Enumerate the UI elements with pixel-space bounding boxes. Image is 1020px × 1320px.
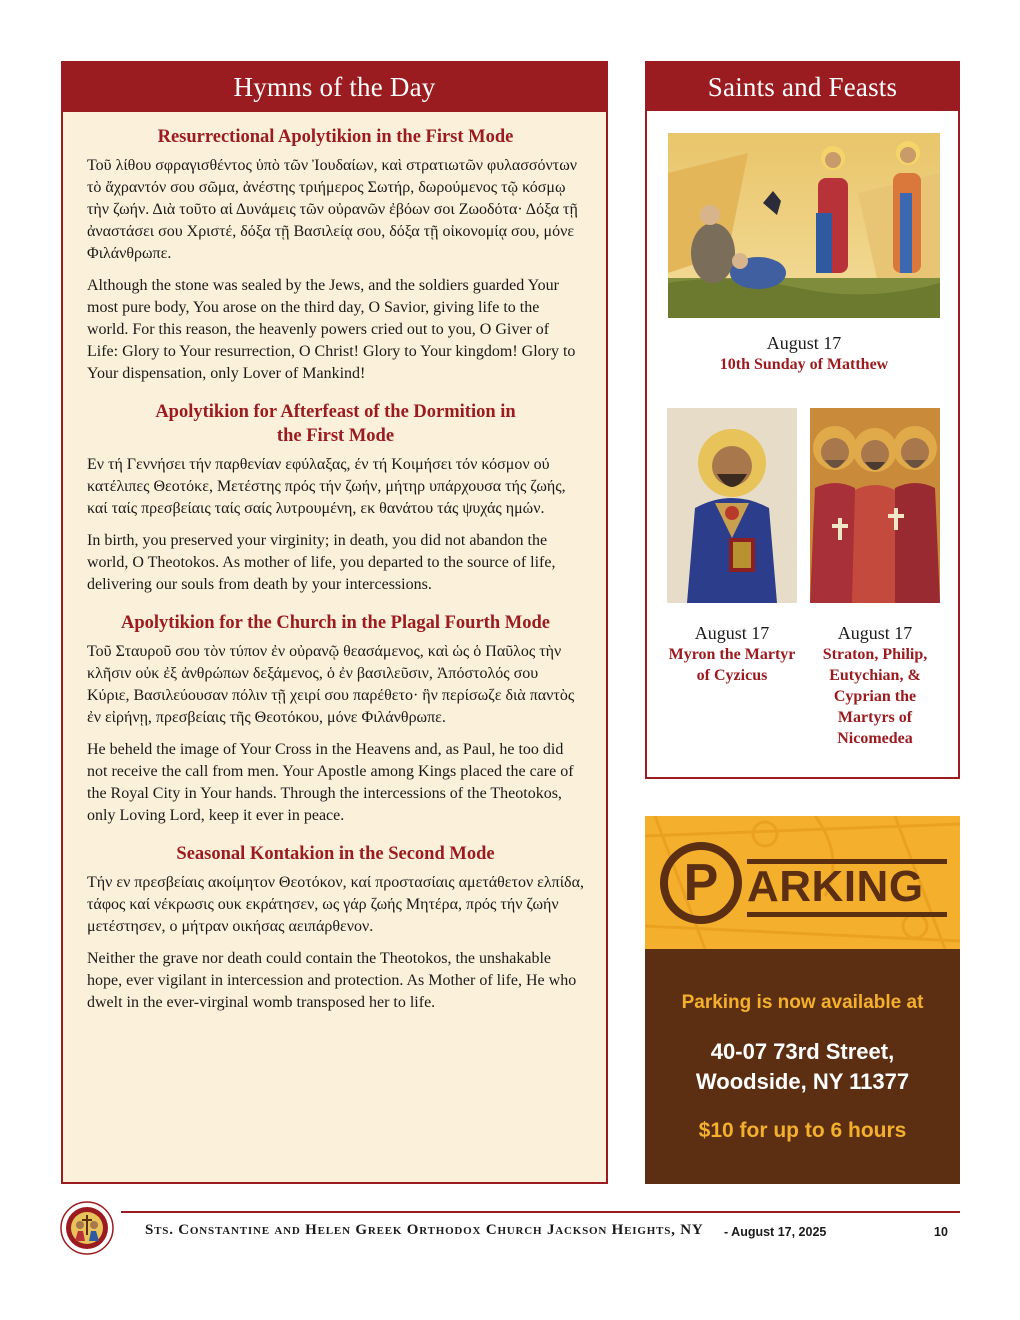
hymn-greek-text: Εν τή Γεννήσει τήν παρθενίαν εφύλαξας, έν τή Κοιμήσει τόν κόσμον ού κατέλιπες Θεοτόκε, Μετέστης πρός τήν ζωήν, μήτηρ υπάρχουσα τής ζωής, καί ταίς πρεσβείαις ταίς σαίς λυτρουμένη, εκ θανάτου τάς ψυχάς ημών. [87,456,566,517]
feast-date: August 17 [837,623,913,643]
parking-p-icon [660,842,742,924]
parking-address-line2: Woodside, NY 11377 [695,1069,910,1094]
parking-word: ARKING [747,862,924,911]
footer-church-name: Sts. Constantine and Helen Greek Orthodox Church Jackson Heights, NY [145,1222,704,1238]
saints-panel [645,61,960,779]
hymn-english-text: He beheld the image of Your Cross in the Heavens and, as Paul, he too did not receive the call from men. Your Apostle among Kings placed the care of the Royal City in Your hands. Through the intercessions of the Theotokos, only Loving Lord, keep it ever in peace. [87,741,574,824]
parking-availability: Parking is now available at [681,992,924,1013]
hymn-section [87,400,584,596]
hymn-title: Apolytikion for Afterfeast of the Dormition in the First Mode [155,402,516,446]
feast-name: Straton, Philip, Eutychian, & Cyprian the Martyrs of Nicomedea [822,646,928,747]
feast-caption [807,623,943,749]
parking-address [645,1037,960,1097]
feast-name: 10th Sunday of Matthew [719,356,889,373]
hymn-greek-text: Τήν εν πρεσβείαις ακοίμητον Θεοτόκον, καί προστασίαις αμετάθετον ελπίδα, τάφος καί νέκρωσις ουκ εκράτησεν, ως γάρ ζωής Μητέρα, πρός τήν ζωήν μετέστησεν, ο μήτραν οικήσας αειπάρθενον. [87,874,584,935]
hymn-section [87,611,584,827]
church-seal-icon [60,1201,114,1255]
saints-header: Saints and Feasts [647,63,958,111]
hymn-english-text: In birth, you preserved your virginity; in death, you did not abandon the world, O Theotokos. As mother of life, you departed to the source of life, delivering our souls from death by your intercessions. [87,532,556,593]
hymn-section [87,125,584,385]
parking-price: $10 for up to 6 hours [698,1119,907,1142]
hymns-panel [61,61,608,1184]
myron-icon [667,408,797,603]
divider [747,912,947,917]
hymn-section [87,842,584,1014]
feast-date: August 17 [694,623,770,643]
martyrs-icon [810,408,940,603]
feast-caption [665,623,799,686]
hymns-header: Hymns of the Day [63,63,606,112]
feast-caption [667,333,941,375]
parking-ad [645,816,960,1184]
hymn-title: Seasonal Kontakion in the Second Mode [176,844,495,864]
parking-banner [645,816,960,949]
hymn-title: Resurrectional Apolytikion in the First Mode [157,127,514,147]
hymn-english-text: Although the stone was sealed by the Jews, and the soldiers guarded Your most pure body, You arose on the third day, O Savior, giving life to the world. For this reason, the heavenly powers cried out to you, O Giver of Life: Glory to Your resurrection, O Christ! Glory to Your kingdom! Glory to Your dispensation, only Lover of Mankind! [87,277,576,382]
feast-name: Myron the Martyr of Cyzicus [668,646,796,684]
footer-divider [121,1211,960,1213]
hymn-english-text: Neither the grave nor death could contain the Theotokos, the unshakable hope, ever vigilant in intercession and protection. As Mother of life, He who dwelt in the ever-virginal womb transposed her to life. [87,950,577,1011]
hymn-greek-text: Τοῦ Σταυροῦ σου τὸν τύπον ἐν οὐρανῷ θεασάμενος, καὶ ὡς ὁ Παῦλος τὴν κλῆσιν οὐκ ἐξ ἀνθρώπων δεξάμενος, ὁ ἐν βασιλεῦσιν, Ἀπόστολός σου Κύριε, Βασιλεύουσαν πόλιν τῇ χειρί σου παρέθετο· ἣν περίσωζε διὰ παντὸς ἐν εἰρήνῃ, πρεσβείαις τῆς Θεοτόκου, μόνε Φιλάνθρωπε. [87,643,575,726]
footer-date: - August 17, 2025 [724,1225,827,1239]
page-number: 10 [934,1225,948,1239]
parking-p-letter: P [683,854,719,912]
hymn-greek-text: Τοῦ λίθου σφραγισθέντος ὑπὸ τῶν Ἰουδαίων, καὶ στρατιωτῶν φυλασσόντων τὸ ἄχραντόν σου σῶμα, ἀνέστης τριήμερος Σωτήρ, δωρούμενος τῷ κόσμῳ τὴν ζωήν. Διὰ τοῦτο αἱ Δυνάμεις τῶν οὐρανῶν ἐβόων σοι Ζωοδότα· Δόξα τῇ ἀναστάσει σου Χριστέ, δόξα τῇ Βασιλείᾳ σου, δόξα τῇ οἰκονομίᾳ σου, μόνε Φιλάνθρωπε. [87,157,578,262]
parking-address-line1: 40-07 73rd Street, [710,1039,895,1064]
feast-date: August 17 [766,333,842,353]
hymn-title: Apolytikion for the Church in the Plagal Fourth Mode [121,613,550,633]
sunday-gospel-icon [668,133,940,318]
parking-info [645,949,960,1184]
